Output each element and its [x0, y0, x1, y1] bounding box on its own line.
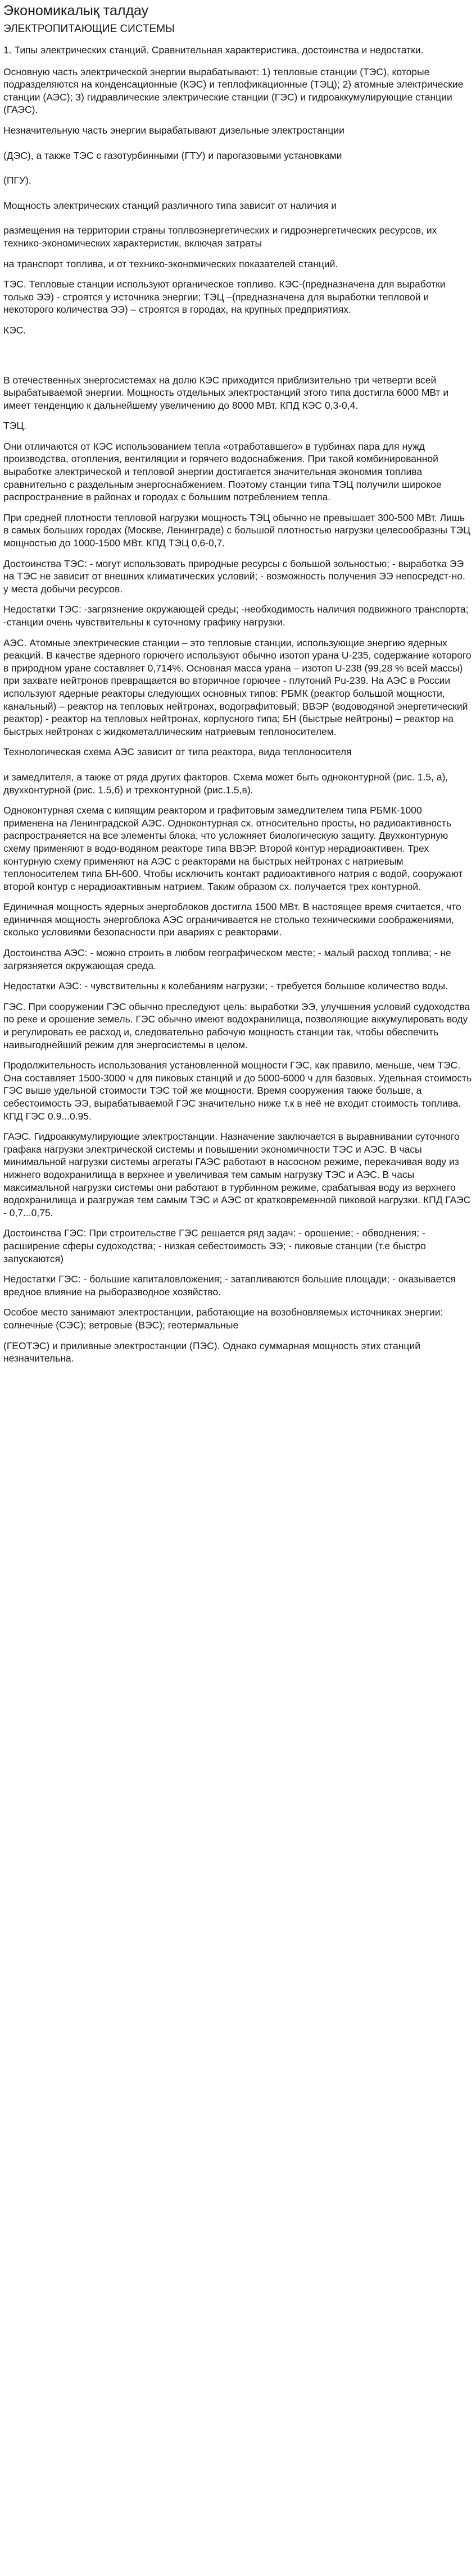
- paragraph: Недостатки ТЭС: -загрязнение окружающей среды; -необходимость наличия подвижного транспорта; -станции очень чувствительны к суточному графику нагрузки.: [3, 604, 469, 628]
- paragraph: Недостатки ГЭС: - большие капиталовложения; - затапливаются большие площади; - оказывается вредное влияние на рыборазводное хозяйство.: [3, 1273, 456, 1298]
- paragraph: на транспорт топлива, и от технико-экономических показателей станций.: [3, 258, 338, 270]
- paragraph: ГАЭС. Гидроаккумулирующие электростанции. Назначение заключается в выравнивании суточного графака нагрузки электрической системы и повышении экономичности ТЭС и АЭС. В часы минимальной нагрузки системы агрегаты ГАЭС работают в насосном режиме, перекачивая воду из нижнего водохранилища в верхнее и увеличивая тем самым нагрузку ТЭС и АЭС. В часы максимальной нагрузки системы они работают в турбинном режиме, срабатывая воду из верхнего водохранилища и разгружая тем самым ТЭС и АЭС от кратковременной пиковой нагрузки. КПД ГАЭС - 0,7...0,75.: [3, 1131, 471, 1218]
- paragraph: ТЭЦ.: [3, 420, 27, 432]
- paragraph: Недостатки АЭС: - чувствительны к колебаниям нагрузки; - требуется большое количество воды.: [3, 980, 448, 992]
- paragraph: Они отличаются от КЭС использованием тепла «отработавшего» в турбинах пара для нужд производства, отопления, вентиляции и горячего водоснабжения. При такой комбинированной выработке электрической и тепловой энергии достигается значительная экономия топлива сравнительно с раздельным энергоснабжением. Поэтому станции типа ТЭЦ получили широкое распространение в районах и городах с большим потреблением тепла.: [3, 440, 442, 503]
- document-subtitle: ЭЛЕКТРОПИТАЮЩИЕ СИСТЕМЫ: [3, 23, 175, 35]
- paragraph: Единичная мощность ядерных энергоблоков достигла 1500 МВт. В настоящее время считается, что единичная мощность энергоблока АЭС ограничивается не столько техническими соображениями, сколько условиями безопасности при авариях с реакторами.: [3, 901, 461, 938]
- paragraph: Достоинства АЭС: - можно строить в любом географическом месте; - малый расход топлива; - не загрязняется окружающая среда.: [3, 947, 451, 971]
- paragraph: Достоинства ГЭС: При строительстве ГЭС решается ряд задач: - орошение; - обводнения; - расширение сферы судоходства; - низкая себестоимость ЭЭ; - пиковые станции (т.е быстро запускаются): [3, 1227, 426, 1264]
- paragraph: В отечественных энергосистемах на долю КЭС приходится приблизительно три четверти всей вырабатываемой энергии. Мощность отдельных электростанций этого типа достигла 6000 МВт и имеет тенденцию к дальнейшему увеличению до 8000 МВт. КПД КЭС 0,3-0,4.: [3, 374, 449, 411]
- paragraph: КЭС.: [3, 324, 26, 336]
- paragraph: 1. Типы электрических станций. Сравнительная характеристика, достоинства и недостатки.: [3, 44, 424, 56]
- paragraph: Мощность электрических станций различного типа зависит от наличия и: [3, 199, 337, 211]
- paragraph: (ДЭС), а также ТЭС с газотурбинными (ГТУ) и парогазовыми установками: [3, 149, 342, 161]
- document-title: Экономикалық талдау: [3, 3, 149, 19]
- paragraph: Одноконтурная схема с кипящим реактором и графитовым замедлителем типа РБМК-1000 применена на Ленинградской АЭС. Одноконтурная сх. относительно просты, но радиоактивность распространяется на все элементы блока, что усложняет биологическую защиту. Двухконтурную схему применяют в водо-водяном реакторе типа ВВЭР. Второй контур нерадиоактивен. Трех контурную схему применяют на АЭС с реакторами на быстрых нейтронах с натриевым теплоносителем типа БН-600. Чтобы исключить контакт радиоактивного натрия с водой, сооружают второй контур с нерадиоактивным натрием. Таким образом сх. получается трех контурной.: [3, 805, 463, 892]
- paragraph: Основную часть электрической энергии вырабатывают: 1) тепловые станции (ТЭС), которые подразделяются на конденсационные (КЭС) и теплофикационные (ТЭЦ); 2) атомные электрические станции (АЭС); 3) гидравлические электрические станции (ГЭС) и гидроаккумулирующие станции (ГАЭС).: [3, 66, 464, 116]
- paragraph: Продолжительность использования установленной мощности ГЭС, как правило, меньше, чем ТЭС. Она составляет 1500-3000 ч для пиковых станций и до 5000-6000 ч для базовых. Удельная стоимость ГЭС выше удельной стоимости ТЭС той же мощности. Время сооружения также больше, а себестоимость ЭЭ, вырабатываемой ГЭС значительно ниже т.к в неё не входит стоимость топлива. КПД ГЭС 0.9...0.95.: [3, 1059, 472, 1122]
- paragraph: Достоинства ТЭС: - могут использовать природные ресурсы с большой зольностью; - выработка ЭЭ на ТЭС не зависит от внешних климатических условий; - возможность получения ЭЭ непосредст-но. у места добычи ресурсов.: [3, 558, 465, 595]
- paragraph: (ПГУ).: [3, 175, 31, 186]
- paragraph: ГЭС. При сооружении ГЭС обычно преследуют цель: выработки ЭЭ, улучшения условий судоходства по реке и орошение земель. ГЭС обычно имеют водохранилища, позволяющие аккумулировать воду и регулировать ее расход и, следовательно рабочую мощность станции так, чтобы обеспечить наивыгоднейший режим для энергосистемы в целом.: [3, 1001, 470, 1051]
- paragraph-empty: [3, 349, 473, 362]
- paragraph: Незначительную часть энергии вырабатывают дизельные электростанции: [3, 124, 344, 136]
- paragraph: и замедлителя, а также от ряда других факторов. Схема может быть одноконтурной (рис. 1.5, а), двухконтурной (рис. 1.5,б) и трехконтурной (рис.1.5,в).: [3, 771, 448, 796]
- paragraph: При средней плотности тепловой нагрузки мощность ТЭЦ обычно не превышает 300-500 МВт. Лишь в самых больших городах (Москве, Ленинграде) с большой плотностью нагрузки целесообразны ТЭЦ мощностью до 1000-1500 МВт. КПД ТЭЦ 0,6-0,7.: [3, 511, 471, 549]
- paragraph: Особое место занимают электростанции, работающие на возобновляемых источниках энергии: солнечные (СЭС); ветровые (ВЭС); геотермальные: [3, 1307, 443, 1331]
- paragraph: АЭС. Атомные электрические станции – это тепловые станции, использующие энергию ядерных реакций. В качестве ядерного горючего используют обычно изотоп урана U-235, содержание которого в природном уране составляет 0,714%. Основная масса урана – изотоп U-238 (99,28 % всей массы) при захвате нейтронов превращается во вторичное горючее - плутоний Pu-239. На АЭС в России используют ядерные реакторы следующих основных типов: РБМК (реактор большой мощности, канальный) – реактор на тепловых нейтронах, водографитовый; ВВЭР (водоводяной энергетический реактор) - реактор на тепловых нейтронах, корпусного типа; БН (быстрые нейтроны) – реактор на быстрых нейтронах с жидкометаллическим натриевым теплоносителем.: [3, 637, 472, 737]
- paragraph: Технологическая схема АЭС зависит от типа реактора, вида теплоносителя: [3, 746, 352, 758]
- paragraph: ТЭС. Тепловые станции используют органическое топливо. КЭС-(предназначена для выработки только ЭЭ) - строятся у источника энергии; ТЭЦ –(предназначена для выработки тепловой и некоторого количества ЭЭ) – строятся в городах, на крупных предприятиях.: [3, 278, 446, 316]
- paragraph: размещения на территории страны топлвоэнергетических и гидроэнергетических ресурсов, их технико-экономических характеристик, включая затраты: [3, 225, 437, 249]
- paragraph: (ГЕОТЭС) и приливные электростанции (ПЭС). Однако суммарная мощность этих станций незначительна.: [3, 1340, 420, 1364]
